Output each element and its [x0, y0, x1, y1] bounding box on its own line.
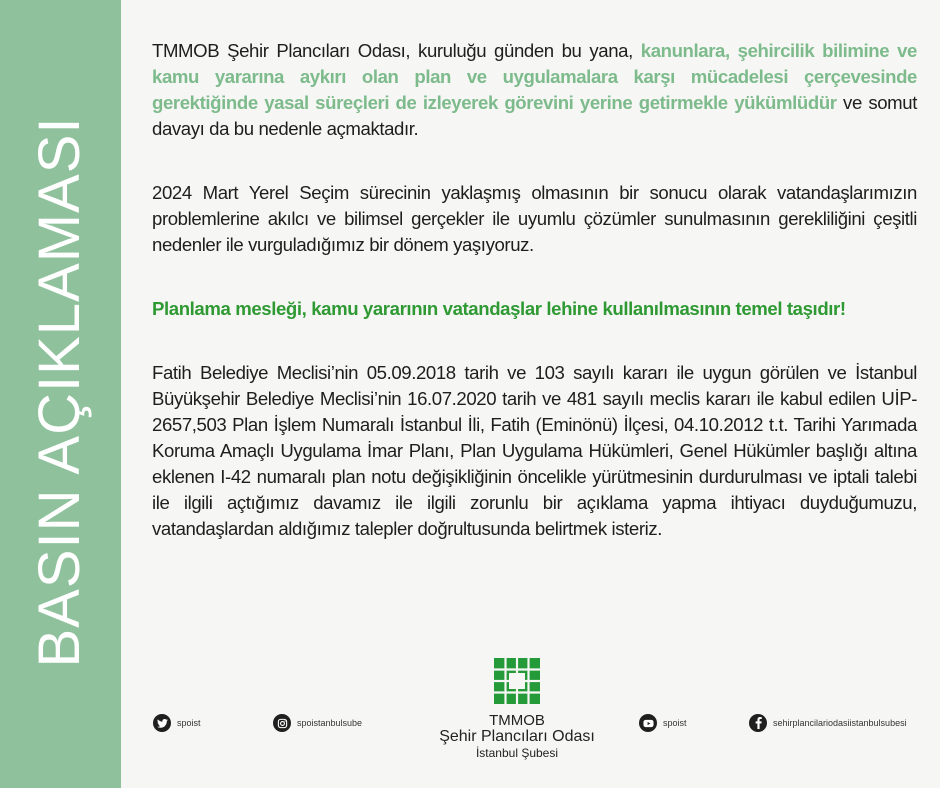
youtube-handle: spoist	[663, 718, 687, 728]
paragraph-1-end: ve somut davayı da bu nedenle açmaktadır.	[152, 92, 917, 139]
twitter-icon	[153, 714, 171, 732]
social-instagram[interactable]	[273, 713, 362, 733]
vertical-title: BASIN AÇIKLAMASI	[27, 116, 92, 668]
org-branch: İstanbul Şubesi	[475, 746, 559, 760]
facebook-handle: sehirplancilariodasiistanbulsubesi	[773, 718, 907, 728]
paragraph-2: 2024 Mart Yerel Seçim sürecinin yaklaşmış olmasının bir sonucu olarak vatandaşlarımızın problemlerine akılcı ve bilimsel gerçekler ile uyumlu çözümler sunulmasının gerekliliğini çeşitli nedenler ile vurguladığımız bir dönem yaşıyoruz.	[152, 182, 917, 255]
sidebar-banner	[0, 0, 121, 788]
paragraph-3: Fatih Belediye Meclisi’nin 05.09.2018 tarih ve 103 sayılı kararı ile uygun görülen ve İstanbul Büyükşehir Belediye Meclisi’nin 16.07.2020 tarih ve 481 sayılı meclis kararı ile kabul edilen UİP-2657,503 Plan İşlem Numaralı İstanbul İli, Fatih (Eminönü) İlçesi, 04.10.2012 t.t. Tarihi Yarımada Koruma Amaçlı Uygulama İmar Planı, Plan Uygulama Hükümleri, Genel Hükümler başlığı altına eklenen I-42 numaralı plan notu değişikliğinin öncelikle yürütmesinin durdurulması ve iptali talebi ile ilgili açtığımız davamız ile ilgili zorunlu bir açıklama yapma ihtiyacı duyduğumuzu, vatandaşlardan aldığımız talepler doğrultusunda belirtmek isteriz.	[152, 362, 917, 539]
paragraph-1-highlight: kanunlara, şehircilik bilimine ve kamu yararına aykırı olan plan ve uygulamalara karşı mücadelesi çerçevesinde gerektiğinde yasal süreçleri de izleyerek görevini yerine getirmekle yükümlüdür	[152, 40, 917, 113]
press-release-body	[152, 38, 917, 580]
headline: Planlama mesleği, kamu yararının vatandaşlar lehine kullanılmasının temel taşıdır!	[152, 298, 846, 319]
social-facebook[interactable]	[749, 713, 907, 733]
footer	[121, 650, 940, 788]
instagram-handle: spoistanbulsube	[297, 718, 363, 728]
tmmob-logo-icon	[494, 658, 540, 704]
org-name: Şehir Plancıları Odası	[439, 728, 595, 745]
social-twitter[interactable]	[153, 713, 201, 733]
paragraph-1-intro: TMMOB Şehir Plancıları Odası, kuruluğu günden bu yana,	[152, 40, 641, 61]
instagram-icon	[273, 714, 291, 732]
twitter-handle: spoist	[177, 718, 201, 728]
paragraph-1	[152, 38, 917, 142]
org-acronym: TMMOB	[489, 712, 545, 729]
facebook-icon	[749, 714, 767, 732]
